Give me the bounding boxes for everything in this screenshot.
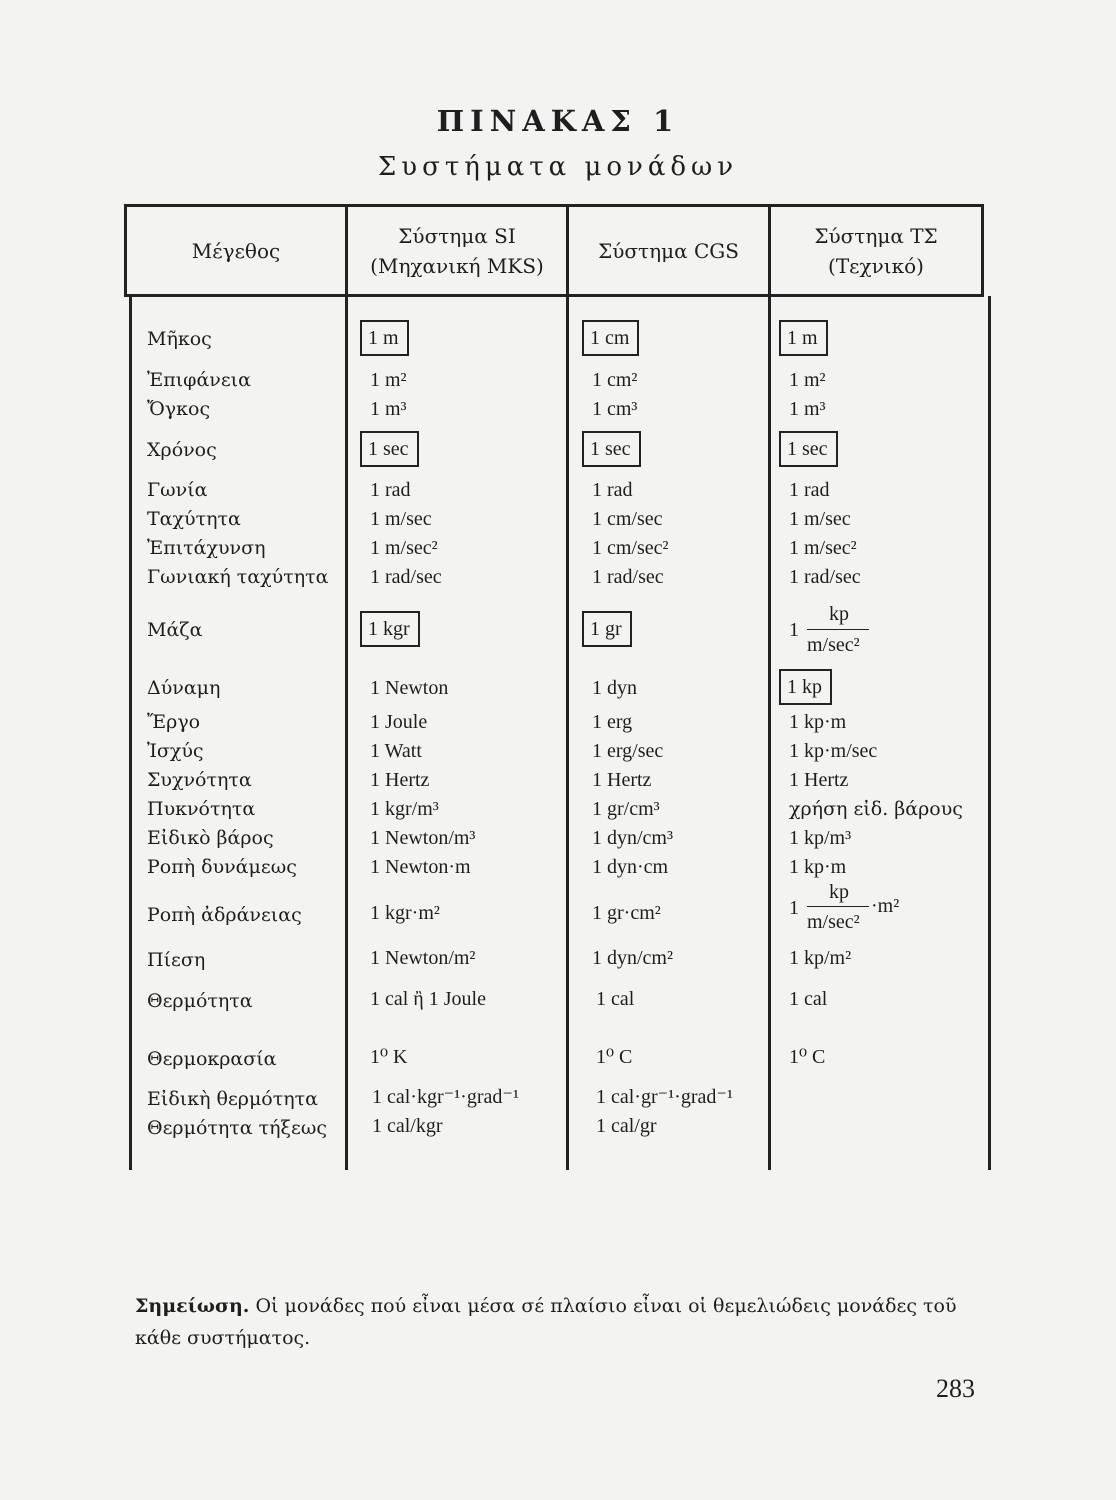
cgs-torque: 1 dyn·cm (592, 856, 669, 878)
col-line-0b (129, 296, 132, 1170)
si-area: 1 m² (370, 369, 407, 391)
si-heat-of-fusion: 1 cal/kgr (372, 1115, 443, 1137)
ts-velocity: 1 m/sec (789, 508, 851, 530)
table-top-border (124, 204, 984, 207)
quantity-velocity: Ταχύτητα (147, 508, 241, 530)
cgs-angular-velocity: 1 rad/sec (592, 566, 664, 588)
fraction-bar (807, 906, 869, 907)
ts-moment-suffix: ·m² (871, 895, 900, 917)
footnote-text: Οἱ μονάδες πού εἶναι μέσα σέ πλαίσιο εἶναι οἱ θεμελιώδεις μονάδες τοῦ κάθε συστήματος. (135, 1295, 957, 1349)
cgs-mass-boxed: 1 gr (582, 611, 632, 647)
cgs-heat-of-fusion: 1 cal/gr (596, 1115, 657, 1137)
quantity-heat: Θερμότητα (147, 990, 253, 1012)
ts-length-boxed: 1 m (779, 320, 828, 356)
quantity-force: Δύναμη (147, 677, 221, 699)
si-volume: 1 m³ (370, 398, 407, 420)
ts-moment-denominator: m/sec² (807, 911, 860, 933)
quantity-heat-of-fusion: Θερμότητα τήξεως (147, 1117, 327, 1139)
ts-work: 1 kp·m (789, 711, 847, 733)
ts-area: 1 m² (789, 369, 826, 391)
cgs-velocity: 1 cm/sec (592, 508, 663, 530)
footnote (135, 1290, 985, 1354)
si-pressure: 1 Newton/m² (370, 947, 476, 969)
quantity-mass: Μάζα (147, 619, 203, 641)
ts-acceleration: 1 m/sec² (789, 537, 857, 559)
si-density: 1 kgr/m³ (370, 798, 439, 820)
cgs-moment-of-inertia: 1 gr·cm² (592, 902, 661, 924)
header-cgs: Σύστημα CGS (598, 239, 739, 263)
ts-heat: 1 cal (789, 988, 828, 1010)
ts-mass-denominator: m/sec² (807, 634, 860, 656)
cgs-density: 1 gr/cm³ (592, 798, 660, 820)
cgs-acceleration: 1 cm/sec² (592, 537, 669, 559)
footnote-label: Σημείωση. (135, 1295, 250, 1317)
ts-moment-numerator: kp (829, 881, 849, 903)
si-temperature: 1⁰ K (370, 1046, 408, 1068)
quantity-time: Χρόνος (147, 439, 217, 461)
cgs-work: 1 erg (592, 711, 633, 733)
si-heat: 1 cal ἢ 1 Joule (370, 988, 486, 1010)
table-subtitle: Συστήματα μονάδων (377, 152, 739, 182)
si-torque: 1 Newton·m (370, 856, 471, 878)
ts-power: 1 kp·m/sec (789, 740, 878, 762)
quantity-density: Πυκνότητα (147, 798, 256, 820)
cgs-time-boxed: 1 sec (582, 431, 641, 467)
col-line-2 (566, 204, 569, 1170)
si-mass-boxed: 1 kgr (360, 611, 420, 647)
cgs-specific-weight: 1 dyn/cm³ (592, 827, 673, 849)
cgs-length-boxed: 1 cm (582, 320, 639, 356)
header-divider (124, 294, 984, 297)
si-acceleration: 1 m/sec² (370, 537, 438, 559)
ts-mass-numerator: kp (829, 603, 849, 625)
ts-volume: 1 m³ (789, 398, 826, 420)
si-frequency: 1 Hertz (370, 769, 430, 791)
quantity-power: Ἰσχύς (147, 740, 204, 762)
col-line-4b (988, 296, 991, 1170)
si-force: 1 Newton (370, 677, 449, 699)
col-line-4 (981, 204, 984, 296)
quantity-volume: Ὄγκος (147, 398, 211, 420)
quantity-length: Μῆκος (147, 328, 212, 350)
cgs-frequency: 1 Hertz (592, 769, 652, 791)
fraction-bar (807, 629, 869, 630)
si-moment-of-inertia: 1 kgr·m² (370, 902, 440, 924)
si-power: 1 Watt (370, 740, 422, 762)
si-specific-heat: 1 cal·kgr⁻¹·grad⁻¹ (372, 1086, 519, 1108)
ts-angular-velocity: 1 rad/sec (789, 566, 861, 588)
cgs-angle: 1 rad (592, 479, 633, 501)
si-time-boxed: 1 sec (360, 431, 419, 467)
quantity-specific-heat: Εἰδικὴ θερμότητα (147, 1088, 318, 1110)
si-specific-weight: 1 Newton/m³ (370, 827, 476, 849)
quantity-work: Ἔργο (147, 711, 201, 733)
cgs-heat: 1 cal (596, 988, 635, 1010)
quantity-moment-of-inertia: Ροπὴ ἀδράνειας (147, 904, 302, 926)
ts-pressure: 1 kp/m² (789, 947, 852, 969)
col-line-1 (345, 204, 348, 1170)
ts-temperature: 1⁰ C (789, 1046, 826, 1068)
si-angular-velocity: 1 rad/sec (370, 566, 442, 588)
quantity-area: Ἐπιφάνεια (147, 369, 251, 391)
header-si: Σύστημα SI (Μηχανική MKS) (370, 224, 544, 278)
si-angle: 1 rad (370, 479, 411, 501)
cgs-temperature: 1⁰ C (596, 1046, 633, 1068)
quantity-acceleration: Ἐπιτάχυνση (147, 537, 266, 559)
quantity-pressure: Πίεση (147, 949, 206, 971)
cgs-area: 1 cm² (592, 369, 638, 391)
header-quantity: Μέγεθος (191, 239, 281, 263)
ts-specific-weight: 1 kp/m³ (789, 827, 852, 849)
ts-torque: 1 kp·m (789, 856, 847, 878)
quantity-temperature: Θερμοκρασία (147, 1048, 277, 1070)
cgs-force: 1 dyn (592, 677, 637, 699)
ts-force-boxed: 1 kp (779, 669, 832, 705)
quantity-specific-weight: Εἰδικὸ βάρος (147, 827, 274, 849)
cgs-power: 1 erg/sec (592, 740, 664, 762)
quantity-frequency: Συχνότητα (147, 769, 252, 791)
quantity-torque: Ροπὴ δυνάμεως (147, 856, 297, 878)
page-number: 283 (936, 1374, 975, 1403)
ts-density: χρήση εἰδ. βάρους (789, 798, 963, 820)
quantity-angular-velocity: Γωνιακή ταχύτητα (147, 566, 329, 588)
si-length-boxed: 1 m (360, 320, 409, 356)
si-velocity: 1 m/sec (370, 508, 432, 530)
si-work: 1 Joule (370, 711, 428, 733)
cgs-pressure: 1 dyn/cm² (592, 947, 673, 969)
ts-angle: 1 rad (789, 479, 830, 501)
header-ts: Σύστημα ΤΣ (Τεχνικό) (814, 224, 938, 278)
cgs-specific-heat: 1 cal·gr⁻¹·grad⁻¹ (596, 1086, 733, 1108)
col-line-3 (768, 204, 771, 1170)
cgs-volume: 1 cm³ (592, 398, 638, 420)
quantity-angle: Γωνία (147, 479, 208, 501)
table-title: ΠΙΝΑΚΑΣ 1 (436, 104, 680, 138)
ts-time-boxed: 1 sec (779, 431, 838, 467)
ts-frequency: 1 Hertz (789, 769, 849, 791)
